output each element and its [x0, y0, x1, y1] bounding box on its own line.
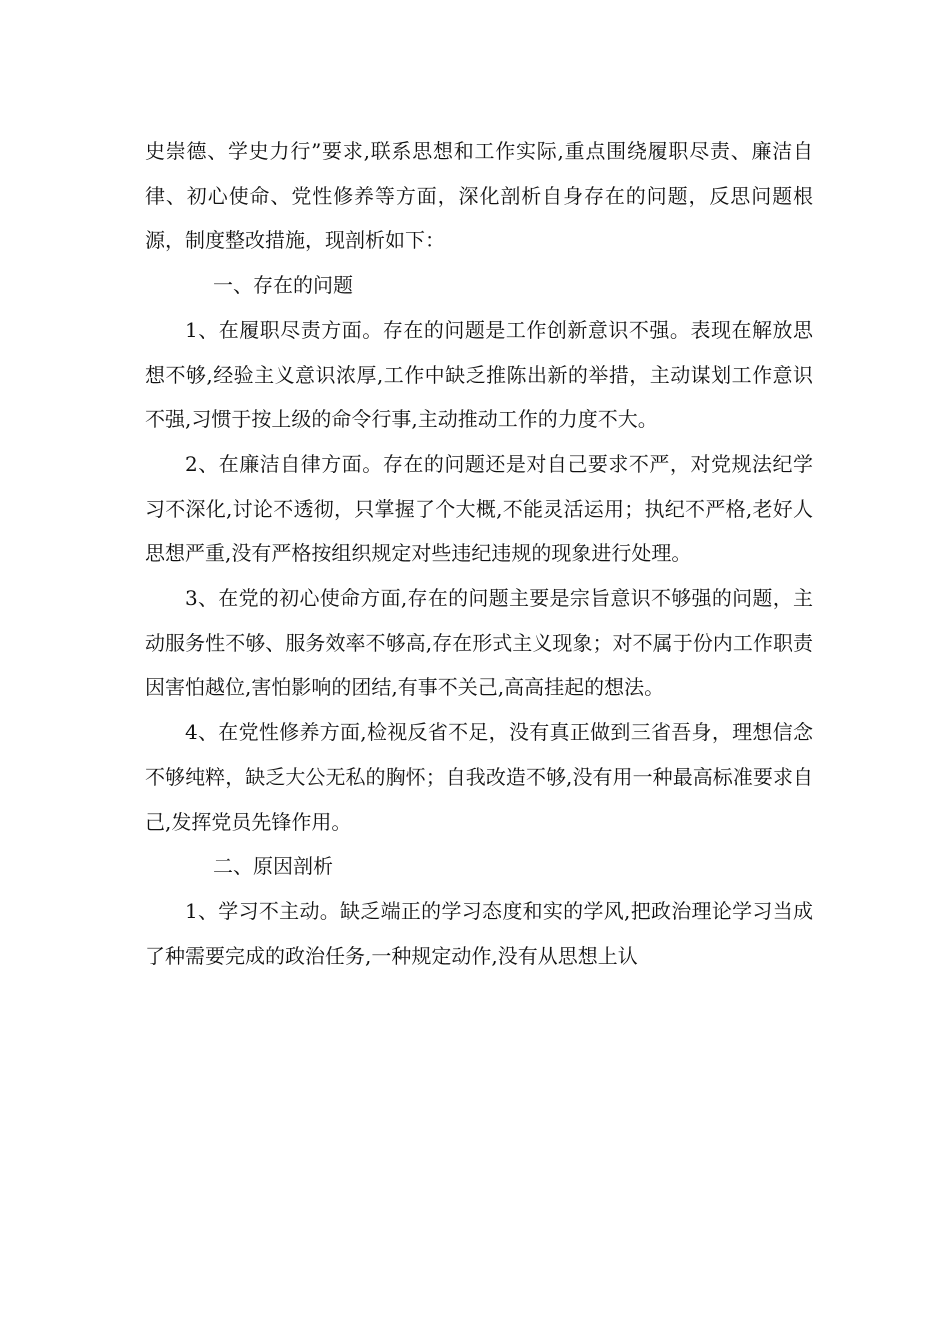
section-heading-problems: 一、存在的问题: [213, 273, 353, 298]
paragraph-cause-1: 1、学习不主动。缺乏端正的学习态度和实的学风,把政治理论学习当成了种需要完成的政治任务,一种规定动作,没有从思想上认: [145, 898, 813, 968]
paragraph-intro-continuation: 史崇德、学史力行”要求,联系思想和工作实际,重点围绕履职尽责、廉洁自律、初心使命、党性修养等方面，深化剖析自身存在的问题，反思问题根源，制度整改措施，现剖析如下：: [145, 139, 813, 253]
paragraph-problem-2: 2、在廉洁自律方面。存在的问题还是对自己要求不严，对党规法纪学习不深化,讨论不透彻，只掌握了个大概,不能灵活运用；执纪不严格,老好人思想严重,没有严格按组织规定对些违纪违规的现象进行处理。: [145, 451, 813, 566]
paragraph-problem-4: 4、在党性修养方面,检视反省不足，没有真正做到三省吾身，理想信念不够纯粹，缺乏大公无私的胸怀；自我改造不够,没有用一种最高标准要求自己,发挥党员先锋作用。: [145, 720, 813, 834]
document-body: [145, 129, 813, 978]
paragraph-problem-3: 3、在党的初心使命方面,存在的问题主要是宗旨意识不够强的问题，主动服务性不够、服务效率不够高,存在形式主义现象；对不属于份内工作职责因害怕越位,害怕影响的团结,有事不关己,高高挂起的想法。: [145, 586, 813, 700]
paragraph-problem-1: 1、在履职尽责方面。存在的问题是工作创新意识不强。表现在解放思想不够,经验主义意识浓厚,工作中缺乏推陈出新的举措，主动谋划工作意识不强,习惯于按上级的命令行事,主动推动工作的力度不大。: [145, 317, 813, 432]
section-heading-causes: 二、原因剖析: [213, 854, 333, 879]
